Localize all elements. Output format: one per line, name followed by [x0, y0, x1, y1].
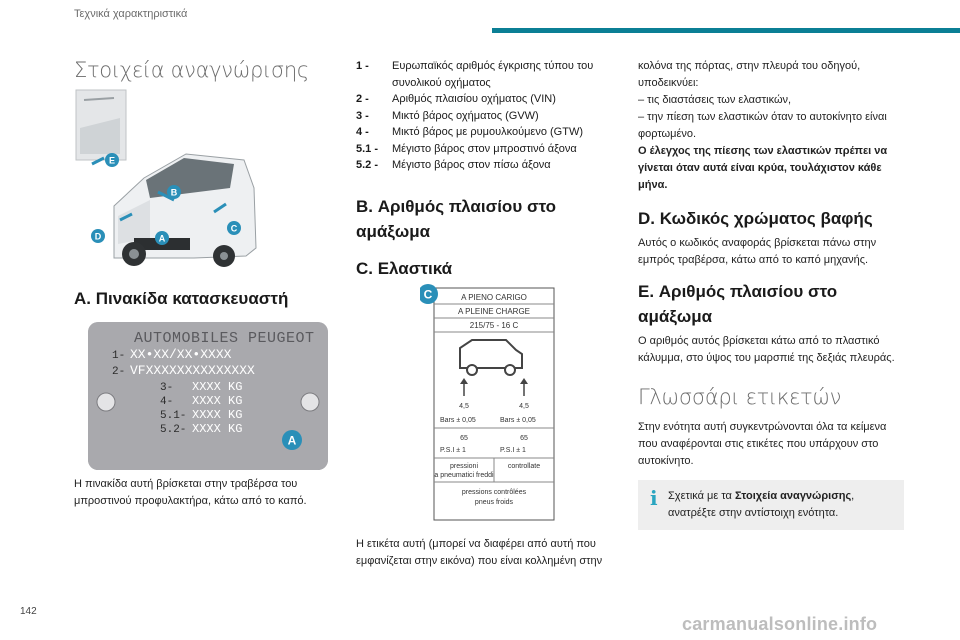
- column-right: [638, 58, 904, 530]
- plate-spec-list: [356, 58, 606, 174]
- section-e-text: Ο αριθμός αυτός βρίσκεται κάτω από το πλαστικό κάλυμμα, στο ύψος του μαρσπιέ της δεξιάς πλευράς.: [638, 335, 895, 364]
- svg-text:3-: 3-: [160, 382, 174, 394]
- section-c-title: C. Ελαστικά: [356, 258, 453, 278]
- page-number: 142: [20, 606, 37, 617]
- section-e-title: E. Αριθμός πλαισίου στο αμάξωμα: [638, 282, 838, 326]
- info-icon: i: [650, 486, 658, 510]
- list-item: 3 - Μικτό βάρος οχήματος (GVW): [356, 109, 539, 122]
- svg-text:A PLEINE CHARGE: A PLEINE CHARGE: [457, 307, 531, 316]
- section-a-title: A. Πινακίδα κατασκευαστή: [74, 289, 289, 308]
- svg-text:C: C: [230, 223, 238, 234]
- note-link-identification[interactable]: Στοιχεία αναγνώρισης: [734, 490, 852, 502]
- svg-text:5.2-: 5.2-: [160, 424, 187, 436]
- badge-e-icon: [105, 153, 119, 167]
- glossary-text: Στην ενότητα αυτή συγκεντρώνονται όλα τα κείμενα που αναφέρονται στις ετικέτες που υπάρχουν στο αυτοκίνητο.: [638, 421, 887, 467]
- svg-text:65: 65: [460, 435, 468, 442]
- van-location-illustration: [74, 88, 260, 268]
- svg-text:Bars ± 0,05: Bars ± 0,05: [440, 417, 476, 424]
- manufacturer-plate-illustration: [88, 322, 328, 470]
- svg-text:E: E: [108, 155, 116, 166]
- badge-a-icon: [155, 231, 169, 245]
- svg-text:Bars ± 0,05: Bars ± 0,05: [500, 417, 536, 424]
- svg-text:1-: 1-: [112, 350, 126, 362]
- column-left: [74, 58, 326, 507]
- tyre-pressure-warning: Ο έλεγχος της πίεσης των ελαστικών πρέπει να γίνεται όταν αυτά είναι κρύα, τουλάχιστον κάθε μήνα.: [638, 145, 888, 191]
- list-item: 5.1 - Μέγιστο βάρος στον μπροστινό άξονα: [356, 142, 577, 155]
- section-c-text: Η ετικέτα αυτή (μπορεί να διαφέρει από αυτή που εμφανίζεται στην εικόνα) που είναι κολλημένη στην: [356, 538, 603, 567]
- plate-badge-a-icon: [282, 430, 302, 450]
- badge-b-icon: [167, 185, 181, 199]
- svg-text:A: A: [287, 433, 297, 448]
- section-a-text: Η πινακίδα αυτή βρίσκεται στην τραβέρσα του μπροστινού προφυλακτήρα, κάτω από το καπό.: [74, 478, 307, 507]
- list-item: – τις διαστάσεις των ελαστικών,: [638, 94, 792, 106]
- svg-text:controllate: controllate: [507, 463, 541, 470]
- watermark: carmanualsonline.info: [682, 614, 878, 634]
- list-item: 5.2 - Μέγιστο βάρος στον πίσω άξονα: [356, 159, 551, 171]
- svg-text:VFXXXXXXXXXXXXXX: VFXXXXXXXXXXXXXX: [130, 363, 255, 378]
- svg-text:XXXX KG: XXXX KG: [192, 408, 243, 422]
- section-d-title: D. Κωδικός χρώματος βαφής: [638, 209, 873, 228]
- tyre-label-text: κολόνα της πόρτας, στην πλευρά του οδηγού, υποδεικνύει:: [638, 60, 861, 89]
- svg-text:2-: 2-: [112, 366, 126, 378]
- svg-text:pneus froids: pneus froids: [474, 499, 514, 506]
- header-accent-bar: [492, 28, 960, 33]
- svg-text:C: C: [423, 287, 433, 302]
- plate-brand: AUTOMOBILES PEUGEOT: [134, 330, 315, 347]
- svg-text:pressions contrôlées: pressions contrôlées: [461, 489, 527, 496]
- list-item: 4 - Μικτό βάρος με ρυμουλκούμενο (GTW): [356, 126, 583, 138]
- svg-text:a pneumatici freddi: a pneumatici freddi: [434, 472, 494, 479]
- svg-text:XXXX KG: XXXX KG: [192, 394, 243, 408]
- svg-text:5.1-: 5.1-: [160, 410, 187, 422]
- tyre-pressure-label-illustration: [420, 284, 556, 524]
- section-heading-label-glossary: Γλωσσάρι ετικετών: [638, 385, 842, 409]
- badge-c-icon: [227, 221, 241, 235]
- svg-text:pressioni: pressioni: [449, 463, 479, 470]
- svg-text:A PIENO CARIGO: A PIENO CARIGO: [461, 293, 527, 302]
- svg-text:65: 65: [520, 435, 528, 442]
- svg-text:P.S.I ± 1: P.S.I ± 1: [500, 447, 526, 454]
- svg-text:4,5: 4,5: [519, 403, 529, 410]
- svg-text:4,5: 4,5: [459, 403, 469, 410]
- svg-text:A: A: [158, 233, 166, 244]
- info-note: i Σχετικά με τα Στοιχεία αναγνώρισης, ανατρέξτε στην αντίστοιχη ενότητα.: [638, 480, 904, 530]
- badge-d-icon: [91, 229, 105, 243]
- svg-text:P.S.I ± 1: P.S.I ± 1: [440, 447, 466, 454]
- svg-text:D: D: [94, 231, 102, 242]
- section-d-text: Αυτός ο κωδικός αναφοράς βρίσκεται πάνω στην εμπρός τραβέρσα, κάτω από το καπό μηχανής.: [638, 237, 877, 266]
- svg-text:XX•XX/XX•XXXX: XX•XX/XX•XXXX: [130, 347, 232, 362]
- svg-text:B: B: [170, 187, 178, 198]
- svg-text:4-: 4-: [160, 396, 174, 408]
- list-item: 1 - Ευρωπαϊκός αριθμός έγκρισης τύπου του συνολικού οχήματος: [356, 60, 594, 89]
- svg-text:XXXX KG: XXXX KG: [192, 380, 243, 394]
- svg-text:XXXX KG: XXXX KG: [192, 422, 243, 436]
- section-heading-identification: Στοιχεία αναγνώρισης: [74, 58, 309, 82]
- header-title: Τεχνικά χαρακτηριστικά: [74, 8, 188, 20]
- list-item: 2 - Αριθμός πλαισίου οχήματος (VIN): [356, 93, 556, 105]
- section-b-title: B. Αριθμός πλαισίου στο αμάξωμα: [356, 196, 557, 241]
- svg-text:215/75 - 16 C: 215/75 - 16 C: [469, 321, 519, 330]
- list-item: – την πίεση των ελαστικών όταν το αυτοκίνητο είναι φορτωμένο.: [638, 111, 887, 140]
- column-middle: [356, 58, 606, 567]
